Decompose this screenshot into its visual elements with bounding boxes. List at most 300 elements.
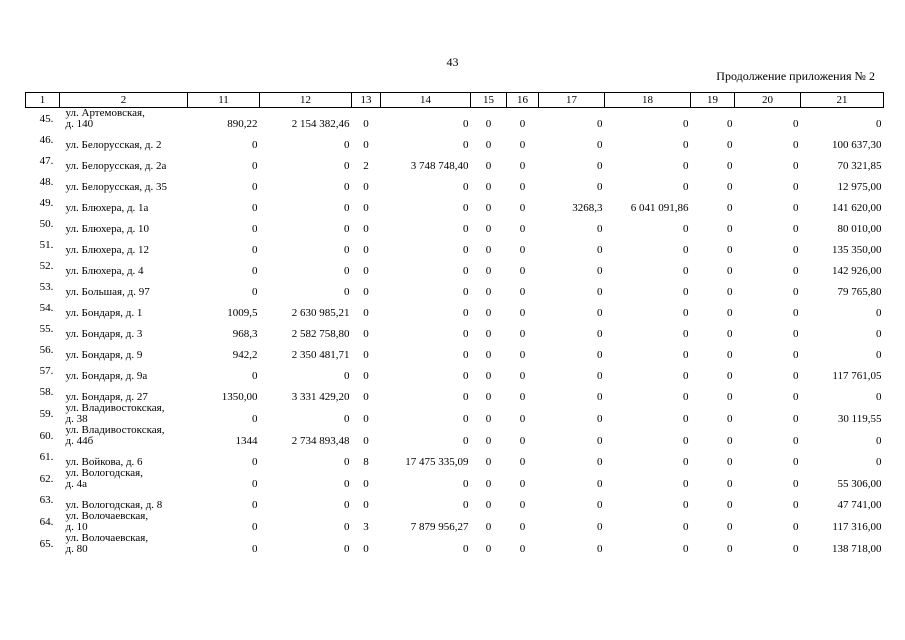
cell-col-11: 890,22 [227,118,258,130]
cell-col-14: 0 [463,286,469,298]
cell-col-20: 0 [793,160,799,172]
row-number: 55. [39,323,54,335]
address-line: д. 140 [65,118,94,130]
address-cell [60,382,188,403]
address-line: д. 44б [65,435,94,447]
table-row [26,298,884,319]
cell-col-14: 0 [463,307,469,319]
cell-col-20: 0 [793,286,799,298]
cell-col-16: 0 [519,328,526,340]
cell-col-20: 0 [793,181,799,193]
table-row [26,361,884,382]
cell-col-17: 0 [597,349,603,361]
cell-col-15: 0 [485,307,492,319]
cell-col-15: 0 [485,478,492,490]
cell-col-15: 0 [485,328,492,340]
address-line: д. 10 [65,521,88,533]
cell-col-13: 0 [363,349,369,361]
cell-col-20: 0 [793,328,799,340]
address-line: ул. Блюхера, д. 1а [65,202,149,214]
cell-col-19: 0 [727,391,733,403]
cell-col-15: 0 [485,543,492,555]
cell-col-12: 0 [344,456,350,468]
table-header-row [26,93,884,108]
address-line: ул. Волочаевская, [65,532,149,544]
address-line: ул. Войкова, д. 6 [65,456,143,468]
cell-col-16: 0 [519,118,526,130]
column-header-12: 12 [260,93,352,108]
cell-col-13: 0 [363,391,369,403]
cell-col-18: 0 [683,118,689,130]
cell-col-19: 0 [727,139,733,151]
cell-col-14: 0 [463,499,469,511]
cell-col-12: 0 [344,521,350,533]
cell-col-20: 0 [793,499,799,511]
row-number: 47. [39,155,54,167]
cell-col-18: 0 [683,160,689,172]
cell-col-20: 0 [793,391,799,403]
cell-col-11: 0 [252,160,258,172]
cell-col-15: 0 [485,265,492,277]
cell-col-20: 0 [793,265,799,277]
cell-col-16: 0 [519,543,526,555]
cell-col-12: 0 [344,139,350,151]
cell-col-12: 0 [344,413,350,425]
cell-col-21: 142 926,00 [832,265,882,277]
cell-col-16: 0 [519,160,526,172]
cell-col-20: 0 [793,244,799,256]
cell-col-20: 0 [793,118,799,130]
cell-col-11: 0 [252,478,258,490]
cell-col-13: 0 [363,307,369,319]
cell-col-16: 0 [519,307,526,319]
cell-col-18: 0 [683,456,689,468]
cell-col-15: 0 [485,223,492,235]
row-number: 57. [39,365,54,377]
cell-col-21: 0 [876,118,882,130]
cell-col-13: 0 [363,181,369,193]
cell-col-14: 0 [463,139,469,151]
cell-col-16: 0 [519,478,526,490]
cell-col-18: 0 [683,286,689,298]
cell-col-13: 0 [363,139,369,151]
address-line: д. 80 [65,543,88,555]
cell-col-11: 1009,5 [227,307,258,319]
cell-col-20: 0 [793,413,799,425]
row-number: 53. [39,281,54,293]
row-number: 65. [39,537,54,550]
cell-col-17: 0 [597,456,603,468]
cell-col-21: 55 306,00 [837,478,882,490]
cell-col-15: 0 [485,286,492,298]
cell-col-19: 0 [727,328,733,340]
cell-col-21: 12 975,00 [837,181,882,193]
cell-col-21: 0 [876,435,882,447]
cell-col-13: 0 [363,478,369,490]
cell-col-15: 0 [485,202,492,214]
cell-col-15: 0 [485,139,492,151]
address-line: ул. Бондаря, д. 9а [65,370,148,382]
address-line: ул. Большая, д. 97 [65,286,150,298]
address-line: ул. Бондаря, д. 27 [65,391,148,403]
cell-col-13: 0 [363,202,369,214]
address-cell [60,130,188,151]
cell-col-19: 0 [727,286,733,298]
cell-col-14: 0 [463,478,469,490]
cell-col-11: 0 [252,286,258,298]
cell-col-17: 0 [597,521,603,533]
column-header-15: 15 [471,93,507,108]
cell-col-20: 0 [793,223,799,235]
row-number: 61. [39,451,54,463]
cell-col-21: 0 [876,328,882,340]
cell-col-14: 0 [463,244,469,256]
cell-col-18: 0 [683,244,689,256]
address-line: ул. Блюхера, д. 10 [65,223,150,235]
cell-col-18: 6 041 091,86 [630,202,689,214]
cell-col-16: 0 [519,244,526,256]
cell-col-21: 0 [876,349,882,361]
cell-col-12: 0 [344,181,350,193]
cell-col-17: 0 [597,328,603,340]
column-header-13: 13 [352,93,381,108]
cell-col-17: 0 [597,244,603,256]
cell-col-16: 0 [519,181,526,193]
cell-col-18: 0 [683,543,689,555]
cell-col-19: 0 [727,499,733,511]
cell-col-21: 0 [876,456,882,468]
address-line: ул. Владивостокская, [65,424,165,436]
cell-col-14: 0 [463,223,469,235]
address-line: д. 38 [65,413,88,425]
table-row [26,235,884,256]
cell-col-16: 0 [519,202,526,214]
cell-col-14: 0 [463,543,469,555]
table-row [26,425,884,447]
cell-col-13: 2 [363,160,369,172]
cell-col-13: 0 [363,543,369,555]
address-cell [60,511,188,533]
cell-col-12: 0 [344,223,350,235]
table-row [26,108,884,131]
cell-col-18: 0 [683,349,689,361]
cell-col-21: 30 119,55 [837,413,882,425]
cell-col-14: 0 [463,328,469,340]
column-header-14: 14 [381,93,471,108]
address-line: д. 4а [65,478,87,490]
data-table [25,92,884,555]
cell-col-18: 0 [683,370,689,382]
cell-col-17: 0 [597,543,603,555]
cell-col-21: 100 637,30 [832,139,882,151]
cell-col-20: 0 [793,543,799,555]
cell-col-16: 0 [519,499,526,511]
cell-col-16: 0 [519,391,526,403]
row-number: 51. [39,239,54,251]
table-row [26,511,884,533]
cell-col-16: 0 [519,349,526,361]
cell-col-21: 47 741,00 [837,499,882,511]
address-cell [60,533,188,555]
cell-col-11: 0 [252,181,258,193]
cell-col-14: 7 879 956,27 [410,521,469,533]
address-cell [60,277,188,298]
table-row [26,403,884,425]
cell-col-16: 0 [519,456,526,468]
cell-col-19: 0 [727,118,733,130]
cell-col-19: 0 [727,521,733,533]
cell-col-17: 0 [597,181,603,193]
cell-col-11: 0 [252,370,258,382]
cell-col-13: 0 [363,499,369,511]
address-cell [60,298,188,319]
cell-col-18: 0 [683,521,689,533]
address-cell [60,235,188,256]
row-number: 52. [39,260,54,272]
cell-col-12: 0 [344,499,350,511]
cell-col-15: 0 [485,160,492,172]
cell-col-11: 0 [252,543,258,555]
cell-col-16: 0 [519,370,526,382]
cell-col-15: 0 [485,499,492,511]
cell-col-20: 0 [793,370,799,382]
cell-col-11: 942,2 [232,349,258,361]
cell-col-16: 0 [519,435,526,447]
cell-col-11: 0 [252,202,258,214]
cell-col-12: 0 [344,160,350,172]
cell-col-15: 0 [485,181,492,193]
cell-col-20: 0 [793,521,799,533]
table-row [26,382,884,403]
cell-col-14: 0 [463,370,469,382]
cell-col-19: 0 [727,202,733,214]
cell-col-16: 0 [519,223,526,235]
column-header-17: 17 [539,93,605,108]
column-header-11: 11 [188,93,260,108]
cell-col-14: 0 [463,413,469,425]
cell-col-19: 0 [727,223,733,235]
cell-col-14: 0 [463,265,469,277]
page-number: 43 [446,55,459,69]
cell-col-15: 0 [485,413,492,425]
cell-col-13: 3 [363,521,369,533]
cell-col-17: 0 [597,160,603,172]
cell-col-19: 0 [727,265,733,277]
cell-col-18: 0 [683,223,689,235]
cell-col-12: 2 734 893,48 [291,435,350,447]
address-cell [60,319,188,340]
row-number: 48. [39,176,54,188]
address-line: ул. Артемовская, [65,107,145,119]
cell-col-17: 0 [597,118,603,130]
cell-col-12: 2 154 382,46 [291,118,350,130]
cell-col-21: 117 316,00 [832,521,882,533]
cell-col-14: 0 [463,118,469,130]
table-row [26,490,884,511]
address-line: ул. Бондаря, д. 1 [65,307,143,319]
column-header-21: 21 [801,93,884,108]
cell-col-20: 0 [793,307,799,319]
cell-col-13: 0 [363,286,369,298]
cell-col-14: 0 [463,202,469,214]
cell-col-21: 0 [876,307,882,319]
cell-col-13: 0 [363,413,369,425]
cell-col-11: 1350,00 [221,391,258,403]
address-cell [60,468,188,490]
row-number: 49. [39,197,54,209]
column-header-2: 2 [60,93,188,108]
cell-col-15: 0 [485,349,492,361]
cell-col-13: 0 [363,435,369,447]
table-row [26,533,884,555]
cell-col-12: 2 582 758,80 [291,328,350,340]
cell-col-19: 0 [727,349,733,361]
table-row [26,256,884,277]
cell-col-21: 135 350,00 [832,244,882,256]
cell-col-17: 0 [597,499,603,511]
column-header-18: 18 [605,93,691,108]
cell-col-21: 79 765,80 [837,286,882,298]
address-cell [60,151,188,172]
cell-col-17: 0 [597,413,603,425]
cell-col-15: 0 [485,456,492,468]
cell-col-13: 0 [363,118,369,130]
cell-col-17: 0 [597,223,603,235]
address-line: ул. Вологодская, [65,467,143,479]
cell-col-17: 0 [597,265,603,277]
cell-col-13: 0 [363,370,369,382]
table-row [26,130,884,151]
cell-col-20: 0 [793,478,799,490]
cell-col-14: 17 475 335,09 [405,456,469,468]
cell-col-20: 0 [793,435,799,447]
cell-col-18: 0 [683,307,689,319]
cell-col-21: 117 761,05 [832,370,882,382]
cell-col-16: 0 [519,139,526,151]
cell-col-15: 0 [485,391,492,403]
address-line: ул. Вологодская, д. 8 [65,499,163,511]
cell-col-21: 138 718,00 [832,543,882,555]
cell-col-19: 0 [727,413,733,425]
cell-col-14: 0 [463,435,469,447]
address-cell [60,340,188,361]
cell-col-20: 0 [793,202,799,214]
cell-col-12: 0 [344,244,350,256]
address-cell [60,490,188,511]
cell-col-16: 0 [519,521,526,533]
cell-col-12: 2 630 985,21 [291,307,350,319]
table-row [26,214,884,235]
row-number: 63. [39,494,54,506]
cell-col-18: 0 [683,265,689,277]
cell-col-19: 0 [727,543,733,555]
cell-col-21: 141 620,00 [832,202,882,214]
table-body [26,108,884,556]
cell-col-19: 0 [727,244,733,256]
row-number: 45. [39,112,54,125]
cell-col-17: 0 [597,435,603,447]
cell-col-16: 0 [519,413,526,425]
cell-col-17: 3268,3 [572,202,603,214]
cell-col-17: 0 [597,307,603,319]
cell-col-13: 0 [363,223,369,235]
cell-col-12: 0 [344,286,350,298]
address-line: ул. Белорусская, д. 35 [65,181,168,193]
row-number: 64. [39,515,54,528]
cell-col-12: 0 [344,543,350,555]
cell-col-13: 0 [363,244,369,256]
cell-col-17: 0 [597,478,603,490]
row-number: 56. [39,344,54,356]
row-number: 58. [39,386,54,398]
cell-col-13: 0 [363,328,369,340]
cell-col-19: 0 [727,181,733,193]
address-cell [60,425,188,447]
cell-col-20: 0 [793,139,799,151]
address-line: ул. Бондаря, д. 3 [65,328,143,340]
address-cell [60,108,188,131]
address-line: ул. Белорусская, д. 2а [65,160,167,172]
column-header-19: 19 [691,93,735,108]
address-line: ул. Владивостокская, [65,402,165,414]
cell-col-12: 0 [344,370,350,382]
cell-col-12: 3 331 429,20 [291,391,350,403]
table-row [26,340,884,361]
cell-col-13: 0 [363,265,369,277]
column-header-16: 16 [507,93,539,108]
cell-col-16: 0 [519,286,526,298]
cell-col-12: 0 [344,265,350,277]
table-row [26,319,884,340]
cell-col-19: 0 [727,435,733,447]
cell-col-17: 0 [597,139,603,151]
row-number: 50. [39,218,54,230]
cell-col-19: 0 [727,160,733,172]
address-line: ул. Волочаевская, [65,510,149,522]
cell-col-21: 0 [876,391,882,403]
table-row [26,468,884,490]
row-number: 59. [39,407,54,420]
cell-col-12: 0 [344,202,350,214]
cell-col-18: 0 [683,499,689,511]
table-row [26,193,884,214]
cell-col-17: 0 [597,391,603,403]
row-number: 62. [39,472,54,485]
cell-col-11: 0 [252,139,258,151]
cell-col-18: 0 [683,413,689,425]
table-row [26,151,884,172]
cell-col-16: 0 [519,265,526,277]
cell-col-11: 0 [252,499,258,511]
cell-col-20: 0 [793,456,799,468]
cell-col-11: 0 [252,413,258,425]
cell-col-12: 2 350 481,71 [291,349,350,361]
address-cell [60,361,188,382]
cell-col-11: 0 [252,223,258,235]
row-number: 60. [39,429,54,442]
cell-col-18: 0 [683,139,689,151]
address-cell [60,193,188,214]
cell-col-19: 0 [727,307,733,319]
cell-col-11: 0 [252,456,258,468]
address-line: ул. Бондаря, д. 9 [65,349,143,361]
column-header-20: 20 [735,93,801,108]
cell-col-19: 0 [727,478,733,490]
cell-col-18: 0 [683,181,689,193]
cell-col-11: 0 [252,265,258,277]
cell-col-11: 0 [252,521,258,533]
cell-col-18: 0 [683,391,689,403]
